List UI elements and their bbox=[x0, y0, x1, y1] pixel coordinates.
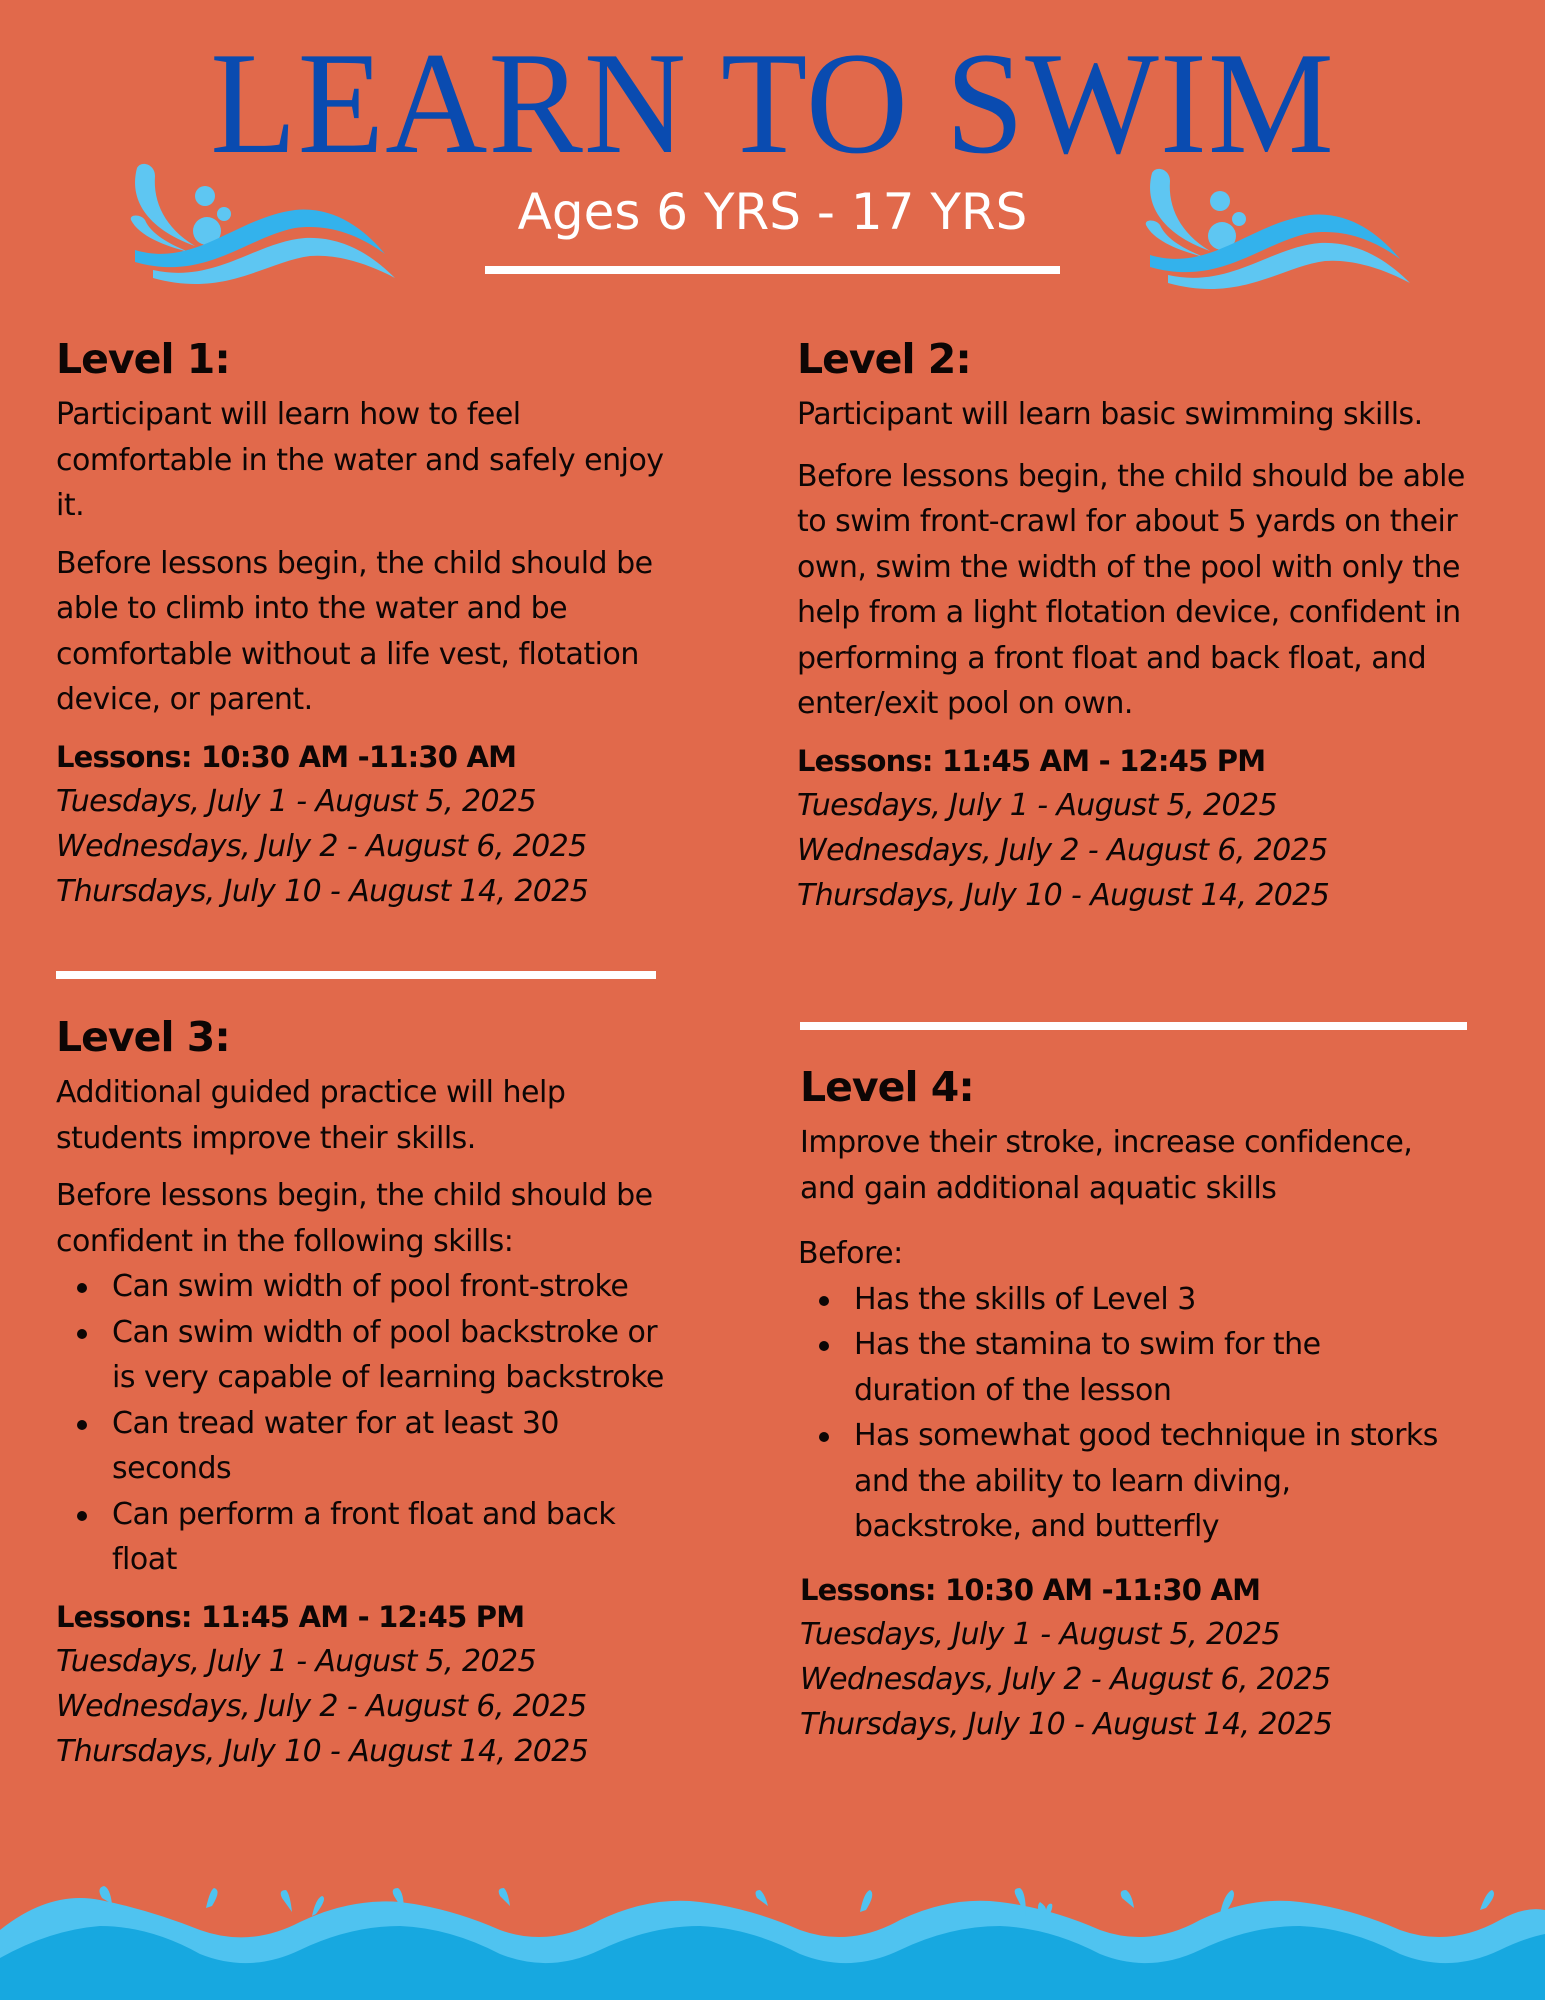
level-2-section bbox=[797, 334, 1487, 918]
level-3-section bbox=[56, 1012, 676, 1774]
level-prerequisite: Before lessons begin, the child should be able to swim front-crawl for about 5 yards on their own, swim the width of the pool with only the help from a light flotation device, confident in performing a front float and back float, and enter/exit pool on own. bbox=[797, 458, 1465, 721]
lesson-date: Thursdays, July 10 - August 14, 2025 bbox=[56, 873, 589, 909]
lesson-date: Thursdays, July 10 - August 14, 2025 bbox=[797, 877, 1330, 913]
skill-item: Can swim width of pool front-stroke bbox=[112, 1264, 676, 1310]
lesson-date: Tuesdays, July 1 - August 5, 2025 bbox=[797, 787, 1277, 823]
section-divider bbox=[56, 971, 656, 979]
level-title: Level 4: bbox=[800, 1063, 974, 1111]
level-description: Improve their stroke, increase confidence, and gain additional aquatic skills bbox=[800, 1125, 1413, 1206]
level-title: Level 1: bbox=[56, 335, 230, 383]
lesson-date: Wednesdays, July 2 - August 6, 2025 bbox=[800, 1661, 1331, 1697]
skill-item: Can tread water for at least 30 seconds bbox=[112, 1401, 676, 1492]
skill-item: Has somewhat good technique in storks and the ability to learn diving, backstroke, and butterfly bbox=[854, 1413, 1440, 1550]
age-range-subtitle: Ages 6 YRS - 17 YRS bbox=[517, 183, 1028, 241]
level-1-section bbox=[56, 334, 676, 914]
lesson-time: Lessons: 11:45 AM - 12:45 PM bbox=[56, 1599, 525, 1634]
lesson-date: Wednesdays, July 2 - August 6, 2025 bbox=[56, 1688, 587, 1724]
lesson-date: Wednesdays, July 2 - August 6, 2025 bbox=[56, 828, 587, 864]
lesson-time: Lessons: 10:30 AM -11:30 AM bbox=[800, 1572, 1261, 1607]
level-title: Level 2: bbox=[797, 335, 971, 383]
skills-list bbox=[800, 1277, 1440, 1550]
level-prerequisite: Before: bbox=[798, 1236, 903, 1271]
skills-list bbox=[56, 1264, 676, 1583]
level-prerequisite: Before lessons begin, the child should be confident in the following skills: bbox=[56, 1178, 653, 1259]
level-title: Level 3: bbox=[56, 1013, 230, 1061]
header-divider bbox=[485, 266, 1060, 274]
skill-item: Has the stamina to swim for the duration of the lesson bbox=[854, 1322, 1440, 1413]
level-description: Participant will learn basic swimming skills. bbox=[797, 397, 1423, 432]
skill-item: Can perform a front float and back float bbox=[112, 1492, 676, 1583]
lesson-date: Thursdays, July 10 - August 14, 2025 bbox=[56, 1733, 589, 1769]
lesson-time: Lessons: 10:30 AM -11:30 AM bbox=[56, 739, 517, 774]
level-description: Additional guided practice will help students improve their skills. bbox=[56, 1075, 566, 1156]
level-description: Participant will learn how to feel comfortable in the water and safely enjoy it. bbox=[56, 397, 664, 523]
section-divider bbox=[800, 1022, 1467, 1030]
page-title: LEARN TO SWIM bbox=[210, 22, 1335, 184]
lesson-date: Thursdays, July 10 - August 14, 2025 bbox=[800, 1706, 1333, 1742]
water-waves-decoration bbox=[0, 1870, 1545, 2000]
lesson-date: Wednesdays, July 2 - August 6, 2025 bbox=[797, 832, 1328, 868]
skill-item: Can swim width of pool backstroke or is very capable of learning backstroke bbox=[112, 1310, 676, 1401]
lesson-date: Tuesdays, July 1 - August 5, 2025 bbox=[56, 1643, 536, 1679]
level-prerequisite: Before lessons begin, the child should be able to climb into the water and be comfortable without a life vest, flotation device, or parent. bbox=[56, 545, 653, 717]
skill-item: Has the skills of Level 3 bbox=[854, 1277, 1440, 1323]
lesson-time: Lessons: 11:45 AM - 12:45 PM bbox=[797, 743, 1266, 778]
lesson-date: Tuesdays, July 1 - August 5, 2025 bbox=[800, 1616, 1280, 1652]
level-4-section bbox=[800, 1062, 1440, 1747]
lesson-date: Tuesdays, July 1 - August 5, 2025 bbox=[56, 783, 536, 819]
